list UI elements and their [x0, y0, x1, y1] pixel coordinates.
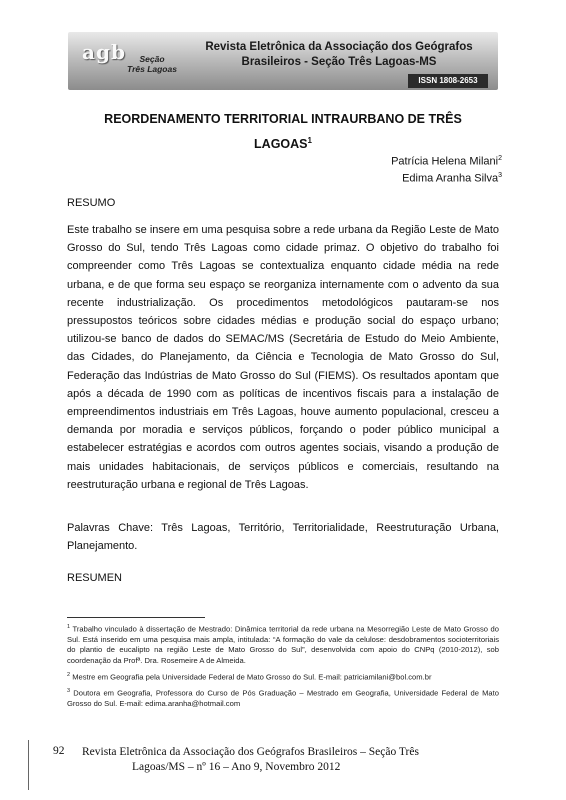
footnote-3-text: Doutora em Geografia, Professora do Curso de Pós Graduação – Mestrado em Geografia, Universidade Federal de Mato Grosso do Sul. E-mail: edima.aranha@hotmail.com [67, 688, 499, 708]
footnote-1-text: Trabalho vinculado à dissertação de Mestrado: Dinâmica territorial da rede urbana na Mesorregião Leste de Mato Grosso do Sul. Está inserido em uma pesquisa mais ampla, intitulada: “A formação do vale da celulose: desdobramentos socioterritoriais do plantio de eucalipto na região Leste de Mato Grosso do Sul”, desenvolvida com apoio do CNPq (2010-2012), sob coordenação da Profª. Dra. Rosemeire A de Almeida. [67, 624, 499, 665]
author-list [391, 152, 502, 185]
footnote-1 [67, 622, 499, 666]
resumo-text: Este trabalho se insere em uma pesquisa sobre a rede urbana da Região Leste de Mato Grosso do Sul, tendo Três Lagoas como cidade primaz. O objetivo do trabalho foi compreender como Três Lagoas se contextualiza enquanto cidade média na rede urbana, e de que forma seu espaço se reorganiza internamente com o advento da sua recente industrialização. Os procedimentos metodológicos pautaram-se nos pressupostos teóricos sobre cidades médias e produção social do espaço urbano; utilizou-se banco de dados do SEMAC/MS (Secretária de Estudo do Meio Ambiente, das Cidades, do Planejamento, da Ciência e Tecnologia de Mato Grosso do Sul, Federação das Indústrias de Mato Grosso do Sul (FIEMS). Os resultados apontam que após a década de 1990 com as políticas de incentivos fiscais para a instalação de empreendimentos industriais em Três Lagoas, houve aumento populacional, cresceu a demanda por moradia e serviços públicos, forçando o poder público municipal a estabelecer estratégias e acordos com outros agentes sociais, visando a produção de mais unidades habitacionais, de serviços públicos e comerciais, resultando na reestruturação urbana e regional de Três Lagoas. [67, 224, 499, 491]
author-2-name: Edima Aranha Silva [402, 172, 499, 185]
footnote-2-mark: 2 [67, 672, 71, 678]
article-title-line2: LAGOAS [254, 137, 308, 152]
footer-vertical-rule [28, 740, 29, 790]
footer-line1: Revista Eletrônica da Associação dos Geógrafos Brasileiros – Seção Três [82, 746, 419, 758]
keywords: Palavras Chave: Três Lagoas, Território, Territorialidade, Reestruturação Urbana, Planejamento. [67, 522, 499, 553]
journal-title [186, 40, 492, 70]
logo-sub-line1: Seção [139, 54, 165, 64]
author-1 [391, 152, 502, 169]
footer-citation [82, 745, 442, 775]
issn-badge: ISSN 1808-2653 [408, 74, 488, 88]
footnote-2 [67, 670, 499, 683]
resumo-heading: RESUMO [67, 197, 116, 209]
title-footnote-mark[interactable]: 1 [307, 136, 312, 145]
author-1-note[interactable]: 2 [498, 155, 502, 162]
journal-title-line1: Revista Eletrônica da Associação dos Geógrafos [205, 41, 473, 53]
journal-banner [68, 32, 498, 90]
footnote-divider [67, 617, 205, 618]
page-number: 92 [53, 745, 65, 757]
article-title [60, 108, 506, 155]
footer-line2: Lagoas/MS – nº 16 – Ano 9, Novembro 2012 [132, 761, 341, 773]
author-2 [391, 169, 502, 186]
resumen-heading: RESUMEN [67, 572, 123, 584]
journal-title-line2: Brasileiros - Seção Três Lagoas-MS [241, 56, 437, 68]
footnote-2-text: Mestre em Geografia pela Universidade Federal de Mato Grosso do Sul. E-mail: patriciamilani@bol.com.br [72, 672, 432, 682]
author-1-name: Patrícia Helena Milani [391, 155, 499, 168]
author-2-note[interactable]: 3 [498, 171, 502, 179]
footnote-3-mark: 3 [67, 688, 71, 694]
footnote-1-mark: 1 [67, 624, 71, 630]
agb-logo [74, 38, 184, 84]
logo-text: agb [82, 40, 126, 64]
logo-sub-line2: Três Lagoas [127, 64, 177, 74]
logo-subtitle [122, 54, 182, 74]
article-title-line1: REORDENAMENTO TERRITORIAL INTRAURBANO DE TRÊS [104, 112, 462, 126]
footnote-3 [67, 686, 499, 709]
